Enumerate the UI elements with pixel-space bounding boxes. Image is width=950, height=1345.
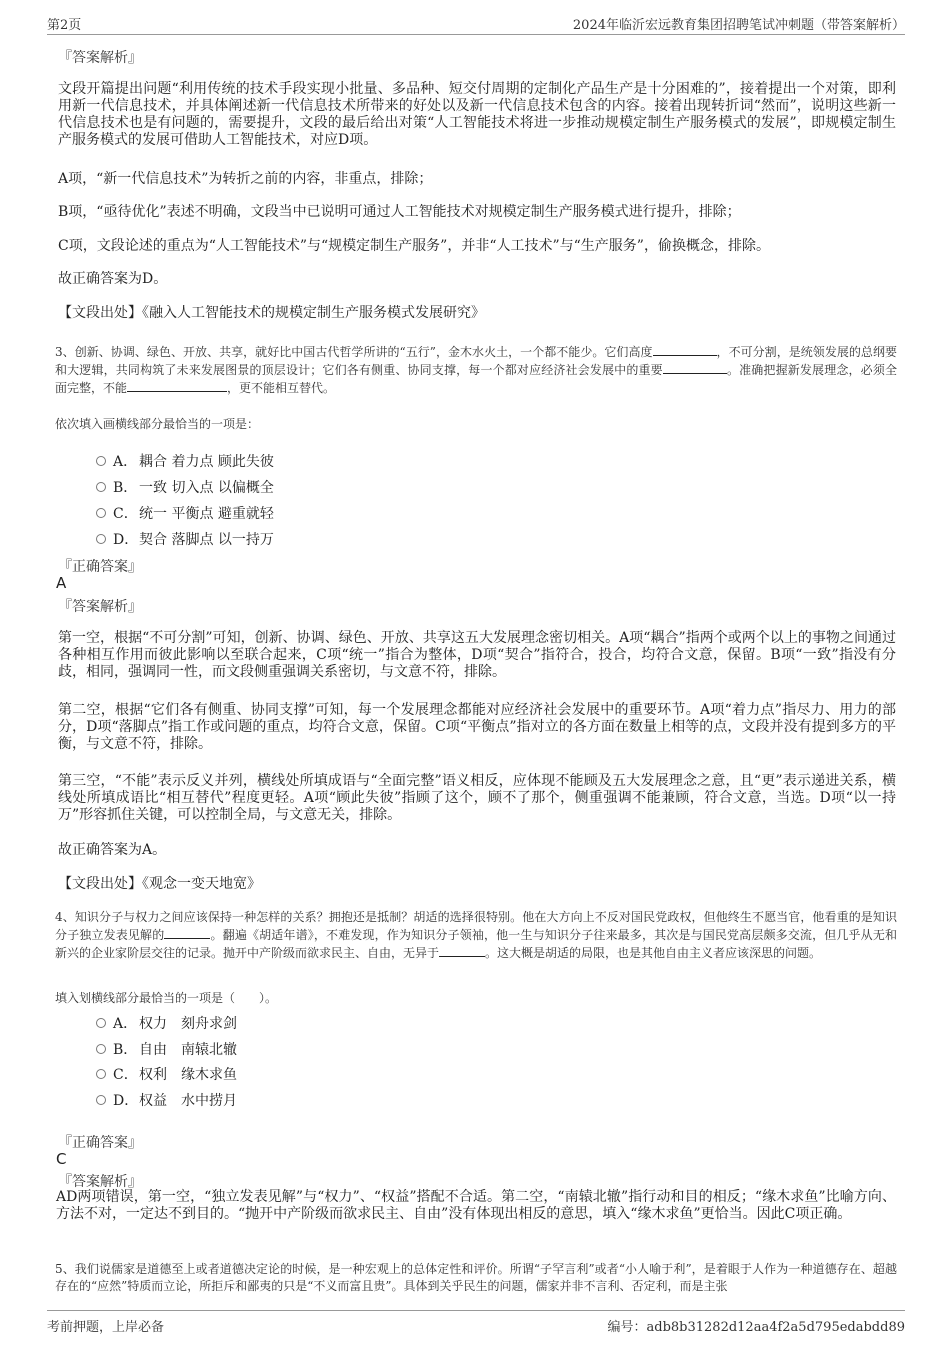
q4-option-d[interactable]: D．权益 水中捞月 — [96, 1090, 237, 1110]
q4-option-c[interactable]: C．权利 缘木求鱼 — [96, 1064, 237, 1084]
blank-2 — [439, 944, 485, 957]
q4-stem: 4、知识分子与权力之间应该保持一种怎样的关系？拥抱还是抵制？胡适的选择很特别。他在大方向上不反对国民党政权，但他终生不愿当官，他看重的是知识分子独立发表见解的 。翻遍《胡适年谱》，不难发现，作为知识分子领袖，他一生与知识分子往来最多，其次是与国民党高层颇多交流，但几乎从无和新兴的企业家阶层交往的记录。抛开中产阶级而欲求民主、自由，无异于 。这大概是胡适的局限，也是其他自由主义者应该深思的问题。 — [55, 910, 897, 960]
q3-option-c[interactable]: C．统一 平衡点 避重就轻 — [96, 503, 274, 523]
radio-icon[interactable] — [96, 1095, 106, 1105]
q2-analysis-option-c: C项，文段论述的重点为“人工智能技术”与“规模定制生产服务”，并非“人工技术”与“生产服务”，偷换概念，排除。 — [58, 238, 770, 254]
q2-analysis-option-b: B项，“亟待优化”表述不明确，文段当中已说明可通过人工智能技术对规模定制生产服务模式进行提升，排除； — [58, 204, 741, 220]
page-footer — [47, 1310, 905, 1337]
blank-1 — [653, 343, 717, 356]
page-number: 第2页 — [47, 18, 82, 33]
q3-analysis-blank-1: 第一空，根据“不可分割”可知，创新、协调、绿色、开放、共享这五大发展理念密切相关。A项“耦合”指两个或两个以上的事物之间通过各种相互作用而彼此影响以至联合起来，C项“统一”指合为整体，D项“契合”指符合，投合，均符合文意，保留。B项“一致”指没有分歧，相同，强调同一性，而文段侧重强调关系密切，与文意不符，排除。 — [58, 630, 896, 680]
radio-icon[interactable] — [96, 508, 106, 518]
q3-correct-tag: 『正确答案』 — [58, 559, 142, 575]
q4-option-b[interactable]: B． 自由 南辕北辙 — [96, 1039, 237, 1059]
radio-icon[interactable] — [96, 1069, 106, 1079]
q2-source: 【文段出处】《融入人工智能技术的规模定制生产服务模式发展研究》 — [58, 305, 485, 321]
q4-option-a[interactable]: A． 权力 刻舟求剑 — [96, 1013, 237, 1033]
q3-analysis-blank-2: 第二空，根据“它们各有侧重、协同支撑”可知，每一个发展理念都能对应经济社会发展中的重要环节。A项“着力点”指尽力、用力的部分，D项“落脚点”指工作或问题的重点，均符合文意，保留。C项“平衡点”指对立的各方面在数量上相等的点，文段并没有提到多方的平衡，与文意不符，排除。 — [58, 702, 896, 752]
footer-slogan: 考前押题，上岸必备 — [47, 1320, 165, 1335]
q3-analysis-blank-3: 第三空，“不能”表示反义并列，横线处所填成语与“全面完整”语义相反，应体现不能顾及五大发展理念之意，且“更”表示递进关系，横线处所填成语比“相互替代”程度更轻。A项“顾此失彼”指顾了这个，顾不了那个，侧重强调不能兼顾，符合文意，当选。D项“以一持万”形容抓住关键，可以控制全局，与文意无关，排除。 — [58, 773, 896, 823]
q3-instruction: 依次填入画横线部分最恰当的一项是： — [55, 417, 260, 431]
q3-option-b[interactable]: B． 一致 切入点 以偏概全 — [96, 477, 274, 497]
q4-instruction: 填入划横线部分最恰当的一项是（ ）。 — [55, 991, 278, 1005]
q4-analysis-tag: 『答案解析』 — [58, 1174, 142, 1190]
document-title: 2024年临沂宏远教育集团招聘笔试冲刺题（带答案解析） — [572, 18, 905, 33]
radio-icon[interactable] — [96, 1044, 106, 1054]
q3-conclusion: 故正确答案为A。 — [58, 842, 167, 858]
q3-source: 【文段出处】《观念一变天地宽》 — [58, 876, 261, 892]
q2-analysis-option-a: A项，“新一代信息技术”为转折之前的内容，非重点，排除； — [58, 171, 433, 187]
q3-option-a[interactable]: A． 耦合 着力点 顾此失彼 — [96, 451, 274, 471]
radio-icon[interactable] — [96, 456, 106, 466]
q4-correct-answer: C — [56, 1150, 67, 1168]
q3-option-d[interactable]: D．契合 落脚点 以一持万 — [96, 529, 274, 549]
radio-icon[interactable] — [96, 534, 106, 544]
blank-3 — [127, 379, 227, 392]
q3-correct-answer: A — [56, 574, 67, 592]
q2-conclusion: 故正确答案为D。 — [58, 271, 168, 287]
q4-analysis-paragraph: AD两项错误，第一空，“独立发表见解”与“权力”、“权益”搭配不合适。第二空，“南辕北辙”指行动和目的相反；“缘木求鱼”比喻方向、方法不对，一定达不到目的。“抛开中产阶级而欲求民主、自由”没有体现出相反的意思，填入“缘木求鱼”更恰当。因此C项正确。 — [56, 1189, 896, 1222]
radio-icon[interactable] — [96, 482, 106, 492]
footer-serial: 编号：adb8b31282d12aa4f2a5d795edabdd89 — [607, 1320, 905, 1335]
page-header — [47, 14, 905, 35]
blank-2 — [663, 361, 727, 374]
blank-1 — [164, 926, 210, 939]
q3-analysis-tag: 『答案解析』 — [58, 599, 142, 615]
q5-stem: 5、我们说儒家是道德至上或者道德决定论的时候，是一种宏观上的总体定性和评价。所谓“子罕言利”或者“小人喻于利”，是着眼于人作为一种道德存在、超越存在的“应然”特质而立论，所拒斥和鄙夷的只是“不义而富且贵”。具体到关乎民生的问题，儒家并非不言利、否定利，而是主张 — [55, 1262, 897, 1293]
q4-correct-tag: 『正确答案』 — [58, 1135, 142, 1151]
q3-stem: 3、创新、协调、绿色、开放、共享，就好比中国古代哲学所讲的“五行”，金木水火土，一个都不能少。它们高度 ，不可分割，是统领发展的总纲要和大逻辑，共同构筑了未来发展图景的顶层设计；它们各有侧重、协同支撑，每一个都对应经济社会发展中的重要 。准确把握新发展理念，必须全面完整，不能 ，更不能相互替代。 — [55, 345, 897, 395]
radio-icon[interactable] — [96, 1018, 106, 1028]
q2-analysis-tag: 『答案解析』 — [58, 50, 142, 66]
q2-analysis-paragraph: 文段开篇提出问题“利用传统的技术手段实现小批量、多品种、短交付周期的定制化产品生产是十分困难的”，接着提出一个对策，即利用新一代信息技术，并具体阐述新一代信息技术所带来的好处以及新一代信息技术包含的内容。接着出现转折词“然而”，说明这些新一代信息技术也是有问题的，需要提升，文段的最后给出对策“人工智能技术将进一步推动规模定制生产服务模式的发展”，即规模定制生产服务模式的发展可借助人工智能技术，对应D项。 — [58, 81, 896, 148]
